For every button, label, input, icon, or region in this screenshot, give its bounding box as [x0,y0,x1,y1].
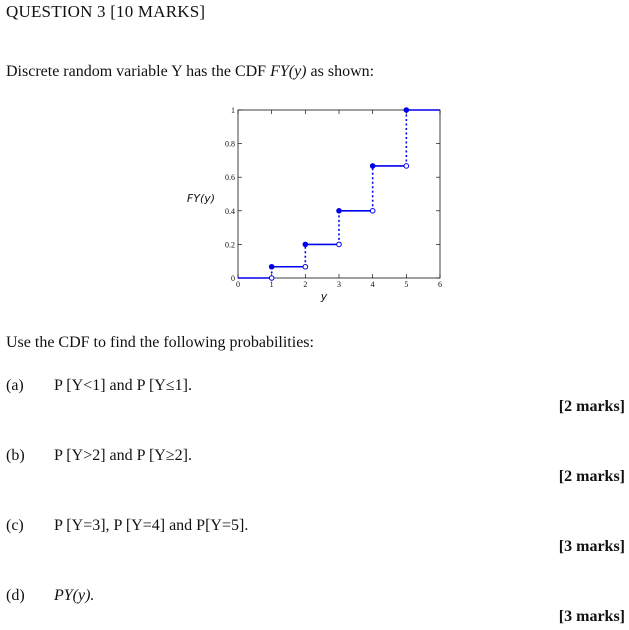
y-tick-label: 0.6 [225,173,235,183]
question-a-text: P [Y<1] and P [Y≤1]. [54,377,192,394]
cdf-open-point [303,264,308,269]
question-title: QUESTION 3 [10 MARKS] [6,2,206,21]
question-a-label: (a) [6,377,24,394]
question-a-marks: [2 marks] [558,398,625,415]
x-tick-label: 0 [236,280,240,289]
cdf-open-point [269,276,274,281]
cdf-open-point [404,164,409,169]
cdf-closed-point [337,209,342,214]
question-d-label: (d) [6,587,25,604]
x-axis-label: y [320,290,328,303]
cdf-closed-point [404,108,409,113]
x-tick-label: 4 [370,280,375,289]
question-c-marks: [3 marks] [558,538,625,555]
y-tick-label: 1 [231,106,235,115]
intro-text-after: as shown: [306,63,375,80]
x-tick-label: 1 [269,280,274,289]
question-d-text: PY(y). [54,587,95,604]
question-b-text: P [Y>2] and P [Y≥2]. [54,447,192,464]
x-tick-label: 5 [404,280,409,289]
y-tick-label: 0.4 [225,206,235,216]
question-c-label: (c) [6,517,24,534]
x-tick-label: 3 [337,280,341,289]
question-b-marks: [2 marks] [558,468,625,485]
question-b-label: (b) [6,447,25,464]
y-tick-label: 0 [231,274,235,283]
cdf-symbol: FY(y) [270,63,307,80]
cdf-open-point [370,209,375,214]
cdf-closed-point [370,164,375,169]
cdf-closed-point [269,264,274,269]
plot-frame [238,110,440,278]
cdf-closed-point [303,242,308,247]
question-d-marks: [3 marks] [558,608,625,625]
instructions-text: Use the CDF to find the following probabilities: [6,334,314,351]
y-tick-label: 0.2 [225,240,235,250]
y-tick-label: 0.8 [225,139,235,149]
question-c-text: P [Y=3], P [Y=4] and P[Y=5]. [54,517,249,534]
x-tick-label: 2 [303,280,308,289]
x-tick-label: 6 [438,280,442,289]
cdf-open-point [337,242,342,247]
y-axis-label: FY(y) [186,192,216,205]
intro-text-before: Discrete random variable Y has the CDF [6,63,271,80]
